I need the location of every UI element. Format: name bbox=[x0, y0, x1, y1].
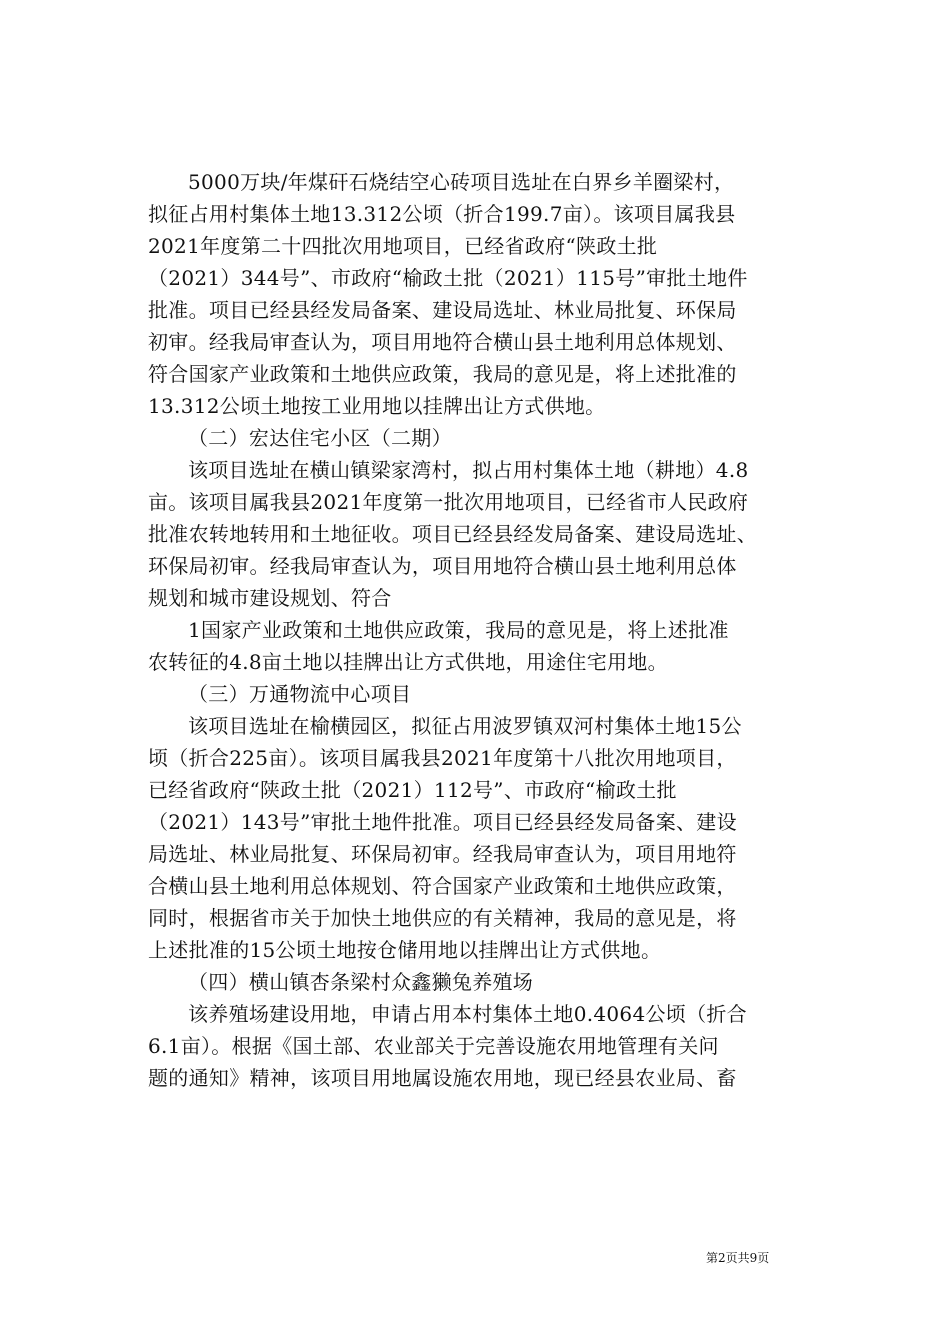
paragraph-line: 该项目选址在横山镇梁家湾村，拟占用村集体土地（耕地）4.8 bbox=[188, 458, 749, 482]
paragraph-line: 合横山县土地利用总体规划、符合国家产业政策和土地供应政策， bbox=[148, 874, 737, 898]
paragraph-line: 题的通知》精神，该项目用地属设施农用地，现已经县农业局、畜 bbox=[148, 1066, 737, 1090]
section-heading: （四）横山镇杏条梁村众鑫獭兔养殖场 bbox=[188, 970, 534, 994]
section-heading: （三）万通物流中心项目 bbox=[188, 682, 412, 706]
paragraph-line: 局选址、林业局批复、环保局初审。经我局审查认为，项目用地符 bbox=[148, 842, 737, 866]
paragraph-line: 该养殖场建设用地，申请占用本村集体土地0.4064公顷（折合 bbox=[188, 1002, 747, 1026]
paragraph-line: 规划和城市建设规划、符合 bbox=[148, 586, 392, 610]
section-heading: （二）宏达住宅小区（二期） bbox=[188, 426, 452, 450]
paragraph-line: 5000万块/年煤矸石烧结空心砖项目选址在白界乡羊圈梁村， bbox=[188, 170, 735, 194]
paragraph-line: 已经省政府“陕政土批（2021）112号”、市政府“榆政土批 bbox=[148, 778, 677, 802]
paragraph-line: （2021）143号”审批土地件批准。项目已经县经发局备案、建设 bbox=[148, 810, 737, 834]
paragraph-line: （2021）344号”、市政府“榆政土批（2021）115号”审批土地件 bbox=[148, 266, 748, 290]
paragraph-line: 13.312公顷土地按工业用地以挂牌出让方式供地。 bbox=[148, 394, 606, 418]
paragraph-line: 批准农转地转用和土地征收。项目已经县经发局备案、建设局选址、 bbox=[148, 522, 757, 546]
paragraph-line: 农转征的4.8亩土地以挂牌出让方式供地，用途住宅用地。 bbox=[148, 650, 668, 674]
paragraph-line: 1国家产业政策和土地供应政策，我局的意见是，将上述批准 bbox=[188, 618, 729, 642]
paragraph-line: 环保局初审。经我局审查认为，项目用地符合横山县土地利用总体 bbox=[148, 554, 737, 578]
paragraph-line: 拟征占用村集体土地13.312公顷（折合199.7亩）。该项目属我县 bbox=[148, 202, 736, 226]
paragraph-line: 同时，根据省市关于加快土地供应的有关精神，我局的意见是，将 bbox=[148, 906, 737, 930]
paragraph-line: 顷（折合225亩）。该项目属我县2021年度第十八批次用地项目， bbox=[148, 746, 737, 770]
paragraph-line: 该项目选址在榆横园区，拟征占用波罗镇双河村集体土地15公 bbox=[188, 714, 742, 738]
paragraph-line: 亩。该项目属我县2021年度第一批次用地项目，已经省市人民政府 bbox=[148, 490, 749, 514]
paragraph-line: 上述批准的15公顷土地按仓储用地以挂牌出让方式供地。 bbox=[148, 938, 662, 962]
paragraph-line: 2021年度第二十四批次用地项目，已经省政府“陕政土批 bbox=[148, 234, 658, 258]
page-number: 第2页共9页 bbox=[706, 1251, 770, 1265]
paragraph-line: 6.1亩）。根据《国土部、农业部关于完善设施农用地管理有关问 bbox=[148, 1034, 719, 1058]
paragraph-line: 符合国家产业政策和土地供应政策，我局的意见是，将上述批准的 bbox=[148, 362, 737, 386]
paragraph-line: 批准。项目已经县经发局备案、建设局选址、林业局批复、环保局 bbox=[148, 298, 737, 322]
paragraph-line: 初审。经我局审查认为，项目用地符合横山县土地利用总体规划、 bbox=[148, 330, 737, 354]
